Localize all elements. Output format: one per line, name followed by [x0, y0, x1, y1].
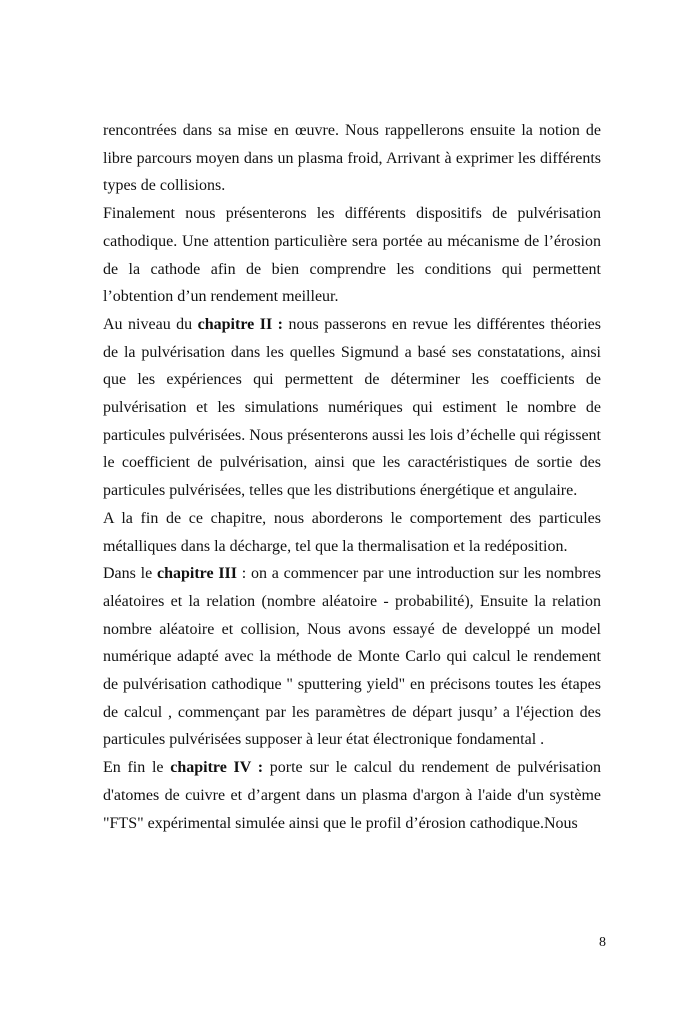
paragraph-prefix: Dans le: [103, 565, 157, 583]
paragraph-text: Finalement nous présenterons les différents dispositifs de pulvérisation cathodique. Une attention particulière sera portée au mécanisme de l’érosion de la cathode afin de bien comprendre les conditions qui permettent l’obtention d’un rendement meilleur.: [103, 205, 601, 306]
page-number: 8: [599, 935, 606, 950]
paragraph-chapitre-2: [103, 311, 601, 505]
body-text: [103, 117, 601, 837]
paragraph-fin-chapitre: [103, 505, 601, 560]
paragraph-text: A la fin de ce chapitre, nous aborderons le comportement des particules métalliques dans la décharge, tel que la thermalisation et la redéposition.: [103, 509, 601, 555]
paragraph-text: porte sur le calcul du rendement de pulvérisation d'atomes de cuivre et d’argent dans un plasma d'argon à l'aide d'un système "FTS" expérimental simulée ainsi que le profil d’érosion cathodique.Nous: [103, 759, 602, 832]
paragraph-prefix: En fin le: [103, 759, 171, 777]
paragraph-text: nous passerons en revue les différentes théories de la pulvérisation dans les quelles Sigmund a basé ses constatations, ainsi que les expériences qui permettent de déterminer les coefficients de pulvérisation et les simulations numériques qui estiment le nombre de particules pulvérisées. Nous présenterons aussi les lois d’échelle qui régissent le coefficient de pulvérisation, ainsi que les caractéristiques de sortie des particules pulvérisées, telles que les distributions énergétique et angulaire.: [103, 315, 601, 500]
paragraph-collisions: [103, 117, 601, 200]
paragraph-text: rencontrées dans sa mise en œuvre. Nous rappellerons ensuite la notion de libre parcours moyen dans un plasma froid, Arrivant à exprimer les différents types de collisions.: [103, 122, 601, 195]
chapter-label: chapitre II :: [197, 315, 283, 333]
paragraph-chapitre-4: [103, 754, 601, 837]
chapter-label: chapitre III: [156, 565, 237, 583]
paragraph-text: : on a commencer par une introduction sur les nombres aléatoires et la relation (nombre aléatoire - probabilité), Ensuite la relation nombre aléatoire et collision, Nous avons essayé de developpé un model numérique adapté avec la méthode de Monte Carlo qui calcul le rendement de pulvérisation cathodique " sputtering yield" en précisons toutes les étapes de calcul , commençant par les paramètres de départ jusqu’ a l'éjection des particules pulvérisées supposer à leur état électronique fondamental .: [103, 565, 601, 749]
paragraph-dispositifs: [103, 200, 601, 311]
chapter-label: chapitre IV :: [170, 759, 264, 777]
paragraph-chapitre-3: [103, 560, 601, 754]
paragraph-prefix: Au niveau du: [103, 315, 198, 333]
